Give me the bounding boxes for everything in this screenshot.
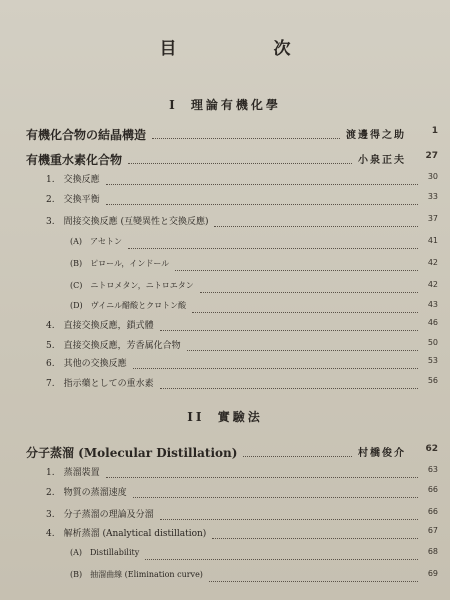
entry-title: 有機化合物の結晶構造 [26,128,147,142]
section-title: 理論有機化學 [190,98,281,112]
page-number: 62 [425,444,438,454]
entry-title: 1. 交換反應 [46,175,100,185]
dot-leader [175,270,418,271]
entry-title: (B) ピロール，インドール [70,259,170,268]
toc-entry [0,300,450,320]
toc-entry [0,507,450,527]
toc-entry [0,258,450,278]
entry-title: 7. 指示藥としての重水素 [46,379,154,389]
toc-entry [0,172,450,192]
page-number: 27 [425,151,438,161]
toc-entry [0,236,450,256]
entry-title: 6. 其他の交換反應 [46,359,127,369]
dot-leader [128,163,352,164]
page-number: 33 [427,192,438,201]
dot-leader [133,497,418,498]
entry-title: 分子蒸溜 (Molecular Distillation) [26,446,238,460]
section-numeral: II [187,410,205,424]
toc-entry [0,356,450,376]
section-heading-2 [0,408,450,425]
dot-leader [145,559,418,560]
toc-entry [0,151,450,171]
page-number: 63 [427,465,438,474]
entry-title: (A) Distillability [70,548,140,557]
page-number: 46 [427,318,438,327]
page-number: 67 [427,526,438,535]
toc-entry [0,376,450,396]
dot-leader [200,292,418,293]
dot-leader [106,204,418,205]
entry-title: 有機重水素化合物 [26,153,123,167]
toc-entry [0,338,450,358]
entry-title: 4. 直接交換反應，鎖式體 [46,321,154,331]
toc-entry [0,192,450,212]
dot-leader [160,388,418,389]
dot-leader [160,330,418,331]
dot-leader [106,477,418,478]
dot-leader [106,184,418,185]
toc-entry [0,280,450,300]
dot-leader [187,350,418,351]
toc-entry [0,526,450,546]
toc-entry [0,318,450,338]
section-title: 實驗法 [217,410,263,424]
dot-leader [209,581,418,582]
dot-leader [214,226,418,227]
page-number: 69 [427,569,438,578]
dot-leader [160,519,418,520]
entry-title: 5. 直接交換反應，芳香属化合物 [46,341,181,351]
entry-title: 2. 交換平衡 [46,195,100,205]
page-number: 66 [427,485,438,494]
page-number: 1 [431,126,438,136]
toc-entry [0,126,450,146]
page-number: 56 [427,376,438,385]
entry-title: (A) アセトン [70,237,122,246]
entry-author: 村橋俊介 [358,448,406,459]
toc-entry [0,465,450,485]
page-number: 37 [427,214,438,223]
section-numeral: I [169,98,178,112]
dot-leader [212,538,418,539]
toc-entry [0,214,450,234]
page-number: 42 [427,280,438,289]
page-number: 41 [427,236,438,245]
entry-title: 4. 解析蒸溜 (Analytical distillation) [46,529,207,539]
entry-title: 3. 間接交換反應 (互變異性と交換反應) [46,217,209,227]
dot-leader [192,312,418,313]
entry-title: (B) 抽溜曲線 (Elimination curve) [70,570,203,579]
page-number: 66 [427,507,438,516]
entry-title: (C) ニトロメタン，ニトロエタン [70,281,194,290]
dot-leader [152,138,340,139]
dot-leader [133,368,418,369]
section-heading-1 [0,96,450,113]
entry-title: 2. 物質の蒸溜速度 [46,488,127,498]
entry-title: 1. 蒸溜裝置 [46,468,100,478]
page-number: 68 [427,547,438,556]
toc-entry [0,547,450,567]
page-number: 42 [427,258,438,267]
page-number: 43 [427,300,438,309]
toc-entry [0,444,450,464]
entry-author: 小泉正夫 [358,155,406,166]
entry-title: 3. 分子蒸溜の理論及分溜 [46,510,154,520]
toc-entry [0,485,450,505]
dot-leader [243,456,352,457]
page-number: 53 [427,356,438,365]
page-number: 50 [427,338,438,347]
page-number: 30 [427,172,438,181]
page-title: 目 次 [159,39,331,59]
dot-leader [128,248,418,249]
entry-title: (D) ヴイニル醋酸とクロトン酸 [70,301,187,310]
entry-author: 渡邊得之助 [346,130,406,141]
toc-entry [0,569,450,589]
